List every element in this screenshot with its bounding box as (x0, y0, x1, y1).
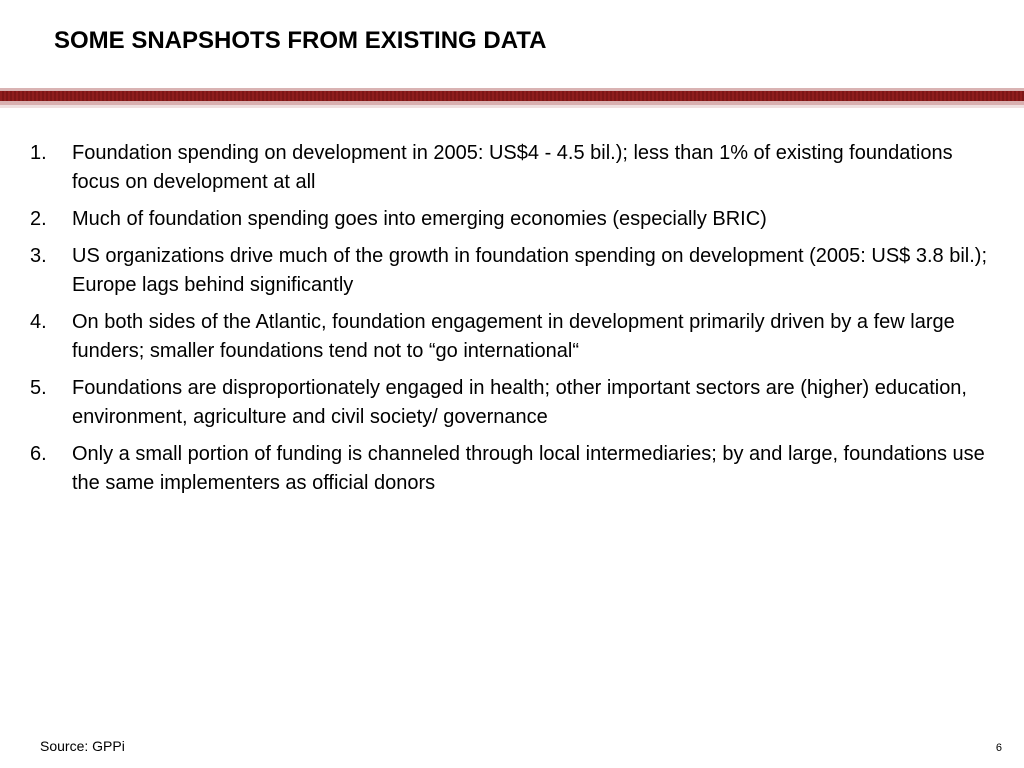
slide-title: SOME SNAPSHOTS FROM EXISTING DATA (54, 27, 547, 54)
list-item (30, 308, 990, 366)
list-item-text: On both sides of the Atlantic, foundation engagement in development primarily driven by a few large funders; smaller foundations tend not to “go international“ (72, 311, 955, 362)
list-item-text: Only a small portion of funding is channeled through local intermediaries; by and large, foundations use the same implementers as official donors (72, 443, 985, 494)
list-item-number: 5. (30, 377, 47, 399)
list-item (30, 440, 990, 498)
list-item (30, 242, 990, 300)
list-item-number: 6. (30, 443, 47, 465)
list-item-text: Foundations are disproportionately engaged in health; other important sectors are (higher) education, environment, agriculture and civil society/ governance (72, 377, 967, 428)
title-divider (0, 88, 1024, 108)
list-item (30, 205, 990, 234)
list-item-number: 1. (30, 142, 47, 164)
divider-main-band (0, 91, 1024, 101)
list-item-number: 4. (30, 311, 47, 333)
list-item (30, 374, 990, 432)
list-item-text: Much of foundation spending goes into emerging economies (especially BRIC) (72, 208, 767, 230)
list-item (30, 139, 990, 197)
list-item-number: 2. (30, 208, 47, 230)
numbered-list (30, 139, 990, 506)
list-item-text: Foundation spending on development in 2005: US$4 - 4.5 bil.); less than 1% of existing foundations focus on development at all (72, 142, 953, 193)
divider-fade-band (0, 105, 1024, 108)
list-item-text: US organizations drive much of the growth in foundation spending on development (2005: US$ 3.8 bil.); Europe lags behind significantly (72, 245, 987, 296)
source-note: Source: GPPi (40, 738, 125, 754)
page-number: 6 (995, 742, 1002, 754)
list-item-number: 3. (30, 245, 47, 267)
